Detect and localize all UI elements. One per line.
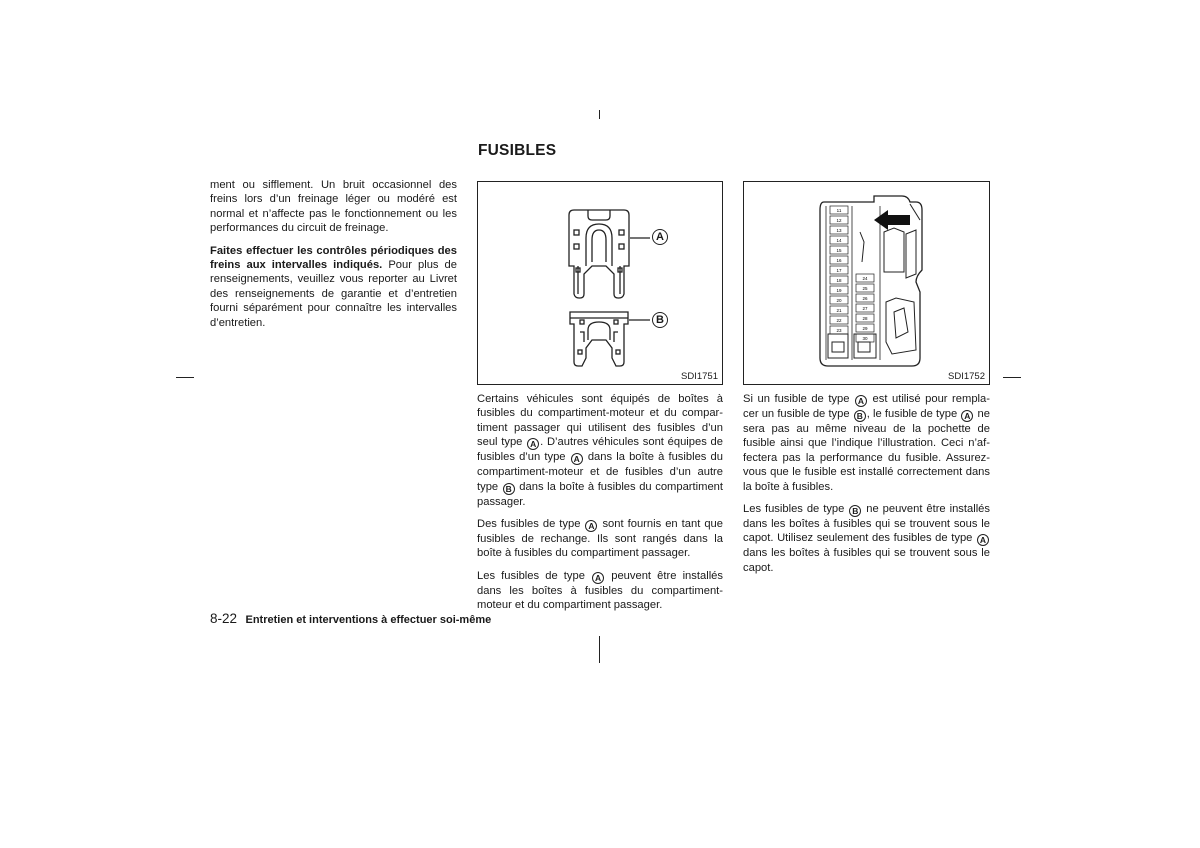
fuse-number: 30: [862, 336, 868, 341]
text-span: sont fournis en tant que fusibles de rechange. Ils sont rangés dans la boîte à fusibles du compartiment passager.: [477, 518, 723, 560]
left-paragraph-2-bold: Faites effectuer les contrôles périodiques des freins aux intervalles indiqués.: [210, 244, 457, 272]
fuse-column-left: [830, 206, 848, 334]
fuse-number: 15: [836, 248, 842, 253]
text-span: ne sera pas au même niveau de la pochette de fusible ainsi que l’indique l’illustration. Ceci n’af- fectera pas la performance du fusible. Assurez- vous que le fusible est installé correctement dans la boîte à fusibles.: [743, 408, 990, 493]
fuse-number: 17: [836, 268, 842, 273]
circle-b-icon: B: [503, 483, 515, 495]
figure-label-b: B: [652, 312, 668, 328]
fuse-b-drawing: [570, 312, 650, 366]
right-margin-mark: [1003, 377, 1021, 378]
fuse-number: 26: [862, 296, 868, 301]
text-span: Si un fusible de type: [743, 393, 854, 405]
fuse-number: 27: [862, 306, 868, 311]
right-paragraph-1: [743, 392, 990, 494]
circle-b-icon: B: [849, 505, 861, 517]
figure-code: SDI1752: [948, 371, 985, 382]
fuse-number: 24: [862, 276, 868, 281]
bottom-center-mark: [599, 636, 600, 663]
figure-label-a: A: [652, 229, 668, 245]
fuse-box-illustration: [744, 182, 989, 372]
text-span: Certains véhicules sont équipés de boîtes à fusibles du compartiment-moteur et du compar- timent passager qui utilisent des fusibles d’un seul type: [477, 393, 723, 449]
figure-fuse-types: [477, 181, 723, 385]
fuse-number: 22: [836, 318, 842, 323]
circle-a-icon: A: [571, 453, 583, 465]
fuse-number: 14: [836, 238, 842, 243]
middle-paragraph-1: [477, 392, 723, 509]
fuse-number: 21: [836, 308, 842, 313]
text-span: Des fusibles de type: [477, 518, 585, 531]
top-center-mark: [599, 110, 600, 119]
left-margin-mark: [176, 377, 194, 378]
text-span: dans les boîtes à fusibles qui se trouvent sous le capot.: [743, 547, 990, 574]
middle-paragraph-2: [477, 517, 723, 561]
circle-a-icon: A: [855, 395, 867, 407]
circle-b-icon: B: [854, 410, 866, 422]
left-paragraph-2-rest: Pour plus de renseignements, veuillez vous reporter au Livret des renseignements de garantie et d’entretien fourni séparément pour connaître les intervalles d’entretien.: [210, 259, 457, 329]
figure-fuse-box: [743, 181, 990, 385]
fuse-column-right: [856, 274, 874, 342]
right-paragraph-2: [743, 502, 990, 575]
section-title: FUSIBLES: [478, 142, 557, 159]
text-span: Les fusibles de type: [477, 569, 592, 582]
fuse-number: 16: [836, 258, 842, 263]
fuse-number: 19: [836, 288, 842, 293]
text-span: peuvent être installés dans les boîtes à fusibles du compartiment- moteur et du compartiment passager.: [477, 569, 723, 612]
left-paragraph-1: ment ou sifflement. Un bruit occasionnel des freins lors d’un freinage léger ou modéré est normal et n’affecte pas le fonctionnement ou les performances du circuit de freinage.: [210, 179, 457, 235]
fuse-number: 20: [836, 298, 842, 303]
circle-a-icon: A: [592, 572, 604, 584]
circle-a-icon: A: [961, 410, 973, 422]
fuse-number: 11: [836, 208, 842, 213]
fuse-a-drawing: [569, 210, 650, 298]
page-footer: [210, 610, 491, 628]
page-number: 8-22: [210, 611, 238, 626]
fuse-number: 29: [862, 326, 868, 331]
fuse-number: 18: [836, 278, 842, 283]
arrow-icon: [874, 210, 910, 230]
fuse-number: 12: [836, 218, 842, 223]
text-span: , le fusible de type: [866, 408, 961, 420]
circle-a-icon: A: [527, 438, 539, 450]
middle-paragraph-3: [477, 569, 723, 613]
right-column: [743, 392, 990, 583]
left-column: [210, 178, 457, 338]
fuse-number: 23: [836, 328, 842, 333]
left-paragraph-2: [210, 244, 457, 330]
figure-code: SDI1751: [681, 371, 718, 382]
circle-a-icon: A: [977, 534, 989, 546]
circle-a-icon: A: [585, 520, 597, 532]
text-span: est utilisé pour rempla- cer un fusible de type: [743, 393, 990, 420]
fuse-number: 25: [862, 286, 868, 291]
text-span: dans la boîte à fusibles du compartiment passager.: [477, 480, 723, 508]
footer-section-title: Entretien et interventions à effectuer soi-même: [245, 614, 492, 626]
fuse-types-illustration: [478, 182, 722, 372]
text-span: . D’autres véhicules sont équipes de fusibles d’un type: [477, 436, 723, 464]
fuse-number: 28: [862, 316, 868, 321]
fuse-number: 13: [836, 228, 842, 233]
middle-column: [477, 392, 723, 621]
text-span: dans la boîte à fusibles du compartiment-moteur et de fusibles d’un autre type: [477, 451, 723, 493]
text-span: Les fusibles de type: [743, 503, 849, 516]
text-span: ne peuvent être installés dans les boîtes à fusibles qui se trouvent sous le capot. Utilisez seulement des fusibles de type: [743, 503, 991, 545]
